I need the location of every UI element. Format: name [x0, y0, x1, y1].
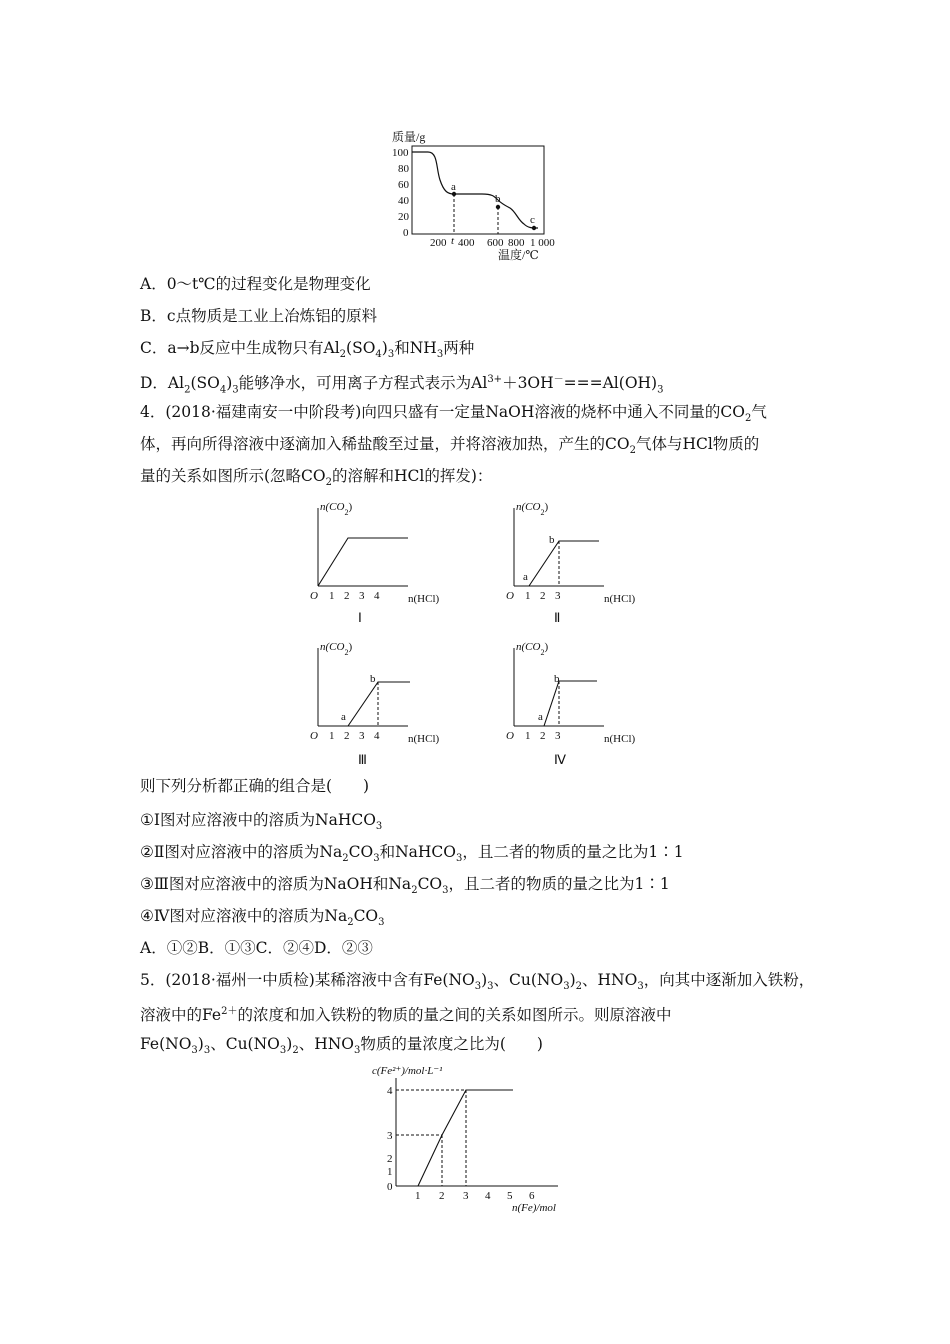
q5-l3-f: 物质的量浓度之比为( ) [360, 1035, 543, 1053]
q4-l1-sub: 2 [744, 413, 752, 425]
graph-iii [300, 638, 460, 748]
q4-l3-pre: 量的关系如图所示(忽略CO [140, 467, 326, 485]
q3d-post: 能够净水，可用离子方程式表示为Al [238, 374, 488, 393]
fig1-xtick-600: 600 [487, 237, 504, 249]
q4-s3-sub1: 2 [411, 885, 418, 897]
q3d-end: ===Al(OH) [563, 374, 658, 393]
g2-ylabel-sub: 2 [540, 507, 545, 517]
fig1-curve [412, 152, 538, 228]
q5-l1-sub3: 3 [563, 981, 570, 993]
q4-line3 [140, 464, 492, 495]
fig5-xtick-3: 3 [463, 1190, 469, 1202]
g3-ylabel-text: n(CO [320, 641, 345, 653]
q4-s2-mid2: 和NaHCO [379, 843, 456, 861]
q5-l3-c: 、Cu(NO [210, 1035, 280, 1053]
g4-label-b: b [554, 673, 560, 685]
q5-l3-e: 、HNO [298, 1035, 354, 1053]
q4-s2-post: ，且二者的物质的量之比为1∶1 [462, 843, 684, 861]
q4-s4-mid: CO [353, 907, 379, 925]
q5-l1-mid: ) [481, 971, 488, 989]
q3c-sub3: 3 [387, 349, 395, 361]
g3-x1: 1 [329, 730, 335, 742]
q3-option-a: A．0～t℃的过程变化是物理变化 [140, 275, 371, 293]
g1-origin: O [310, 590, 318, 602]
g3-x4: 4 [374, 730, 380, 742]
q5-line2 [140, 1000, 671, 1027]
q5-l1-mid2: 、Cu(NO [493, 971, 564, 989]
q5-l3-a: Fe(NO [140, 1035, 192, 1053]
graph-i-label: Ⅰ [358, 610, 362, 625]
g3-x2: 2 [344, 730, 350, 742]
fig5-xtick-4: 4 [485, 1190, 491, 1202]
q5-l3-d: ) [286, 1035, 293, 1053]
fig1-label-c: c [530, 214, 535, 226]
graph-i [300, 498, 460, 608]
q4-l2-pre: 体，再向所得溶液中逐滴加入稀盐酸至过量，并将溶液加热，产生的CO [140, 435, 630, 453]
graph-ii-label: Ⅱ [554, 610, 561, 625]
q4-answers: A．①②B．①③C．②④D．②③ [140, 939, 373, 957]
g2-origin: O [506, 590, 514, 602]
q4-l2-post: 气体与HCl物质的 [635, 435, 760, 453]
fig1-xtick-200: 200 [430, 237, 447, 249]
fig5-ytick-2: 2 [387, 1153, 393, 1165]
q4-s3-pre: ③Ⅲ图对应溶液中的溶质为NaOH和Na [140, 875, 412, 893]
fig5-xtick-5: 5 [507, 1190, 513, 1202]
q4-s1-sub: 3 [375, 821, 383, 833]
g2-ylabel-end: ) [544, 501, 549, 513]
g2-ylabel [516, 501, 548, 517]
fig5-ylabel: c(Fe²⁺)/mol·L⁻¹ [372, 1065, 443, 1077]
q3d-sup2: － [553, 374, 564, 385]
q3c-end: 两种 [443, 339, 475, 357]
g3-x3: 3 [359, 730, 365, 742]
g2-label-a: a [523, 571, 528, 583]
fig1-label-b: b [495, 193, 501, 205]
g3-ylabel-sub: 2 [344, 647, 349, 657]
fig1-label-a: a [451, 181, 456, 193]
q3-option-c [140, 336, 474, 367]
g4-curve [514, 681, 597, 726]
fig5-xtick-6: 6 [529, 1190, 535, 1202]
q4-l3-sub: 2 [325, 477, 332, 489]
q5-l1-sub1: 3 [474, 981, 482, 993]
g2-x2: 2 [540, 590, 546, 602]
fig1-ytick-100: 100 [392, 147, 409, 159]
fig1-xtick-400: 400 [458, 237, 475, 249]
q4-l2-sub: 2 [629, 445, 636, 457]
fig5-ytick-1: 1 [387, 1166, 393, 1178]
q3c-mid: (SO [346, 339, 376, 357]
g4-ylabel [516, 641, 548, 657]
q4-statement-3 [140, 872, 670, 903]
g3-ylabel [320, 641, 352, 657]
g1-x2: 2 [344, 590, 350, 602]
fig1-ytick-0: 0 [403, 227, 409, 239]
q4-l1-post: 气 [751, 403, 767, 421]
g1-curve [318, 538, 408, 586]
fig1-ytick-60: 60 [398, 179, 409, 191]
q5-l1-pre: 5．(2018·福州一中质检)某稀溶液中含有Fe(NO [140, 971, 475, 989]
g1-x3: 3 [359, 590, 365, 602]
q5-l3-sub2: 3 [203, 1045, 211, 1057]
q5-l1-sub4: 2 [575, 981, 583, 993]
fig1-ytick-20: 20 [398, 211, 409, 223]
graph-iii-label: Ⅲ [358, 752, 367, 767]
q4-line1 [140, 400, 767, 431]
q5-l1-sub5: 3 [637, 981, 644, 993]
q5-l3-sub3: 3 [279, 1045, 287, 1057]
q4-s3-sub2: 3 [442, 885, 449, 897]
fig5-xtick-2: 2 [439, 1190, 445, 1202]
fig1-xlabel: 温度/℃ [498, 248, 539, 262]
q4-s4-pre: ④Ⅳ图对应溶液中的溶质为Na [140, 907, 348, 925]
q4-statement-2 [140, 840, 684, 871]
g4-ylabel-text: n(CO [516, 641, 541, 653]
fig1-xtick-t: t [451, 235, 455, 247]
q3d-sup1: 3+ [487, 374, 503, 385]
q4-s3-post: ，且二者的物质的量之比为1∶1 [448, 875, 670, 893]
fig5-ytick-3: 3 [387, 1130, 393, 1142]
q3c-pre: C．a→b反应中生成物只有Al [140, 339, 340, 357]
fig5-ytick-0: 0 [387, 1181, 393, 1193]
fig1-ylabel: 质量/g [392, 130, 426, 144]
g3-ylabel-end: ) [348, 641, 353, 653]
g1-xlabel: n(HCl) [408, 593, 440, 605]
q5-l3-sub1: 3 [191, 1045, 198, 1057]
q4-s2-sub1: 2 [342, 853, 349, 865]
g3-origin: O [310, 730, 318, 742]
graph-iv [496, 638, 656, 748]
q5-l3-sub5: 3 [354, 1045, 361, 1057]
fig1-ytick-40: 40 [398, 195, 409, 207]
fig1-ytick-80: 80 [398, 163, 409, 175]
q3d-mid2: ) [226, 374, 233, 393]
q3c-mid2: ) [381, 339, 388, 357]
g2-x1: 1 [525, 590, 531, 602]
g4-ylabel-sub: 2 [540, 647, 545, 657]
g1-ylabel [320, 501, 352, 517]
q4-statement-4 [140, 904, 385, 935]
g4-origin: O [506, 730, 514, 742]
q4-s4-sub2: 3 [378, 917, 385, 929]
graph-iv-label: Ⅳ [554, 752, 566, 767]
g4-label-a: a [538, 711, 543, 723]
g1-ylabel-text: n(CO [320, 501, 345, 513]
fig1-xtick-1000: 1 000 [530, 237, 555, 249]
g3-label-a: a [341, 711, 346, 723]
q5-line1 [140, 968, 814, 999]
q5-l1-end: ，向其中逐渐加入铁粉， [643, 971, 815, 989]
g1-x4: 4 [374, 590, 380, 602]
q4-statement-1 [140, 808, 382, 839]
q3c-post: 和NH [394, 339, 437, 357]
q4-s4-sub1: 2 [347, 917, 354, 929]
q4-line2 [140, 432, 759, 463]
q5-l1-post: 、HNO [582, 971, 638, 989]
q4-s2-sub2: 3 [373, 853, 380, 865]
g4-ylabel-end: ) [544, 641, 549, 653]
fig1-frame [412, 146, 544, 234]
figure-fe-concentration [360, 1062, 580, 1214]
q5-l1-sub2: 3 [487, 981, 494, 993]
fig5-xtick-1: 1 [415, 1190, 421, 1202]
q3c-sub4: 3 [436, 349, 444, 361]
q3d-mid: (SO [190, 374, 220, 393]
q5-l1-mid3: ) [569, 971, 576, 989]
g4-x1: 1 [525, 730, 531, 742]
q3d-sub4: 3 [657, 384, 664, 396]
q5-l3-sub4: 2 [292, 1045, 299, 1057]
q4-l3-post: 的溶解和HCl的挥发)： [332, 467, 493, 485]
g3-label-b: b [370, 673, 376, 685]
q4-s2-pre: ②Ⅱ图对应溶液中的溶质为Na [140, 843, 343, 861]
g1-x1: 1 [329, 590, 335, 602]
q4-s2-mid: CO [348, 843, 374, 861]
g4-xlabel: n(HCl) [604, 733, 636, 745]
g4-x2: 2 [540, 730, 546, 742]
q4-ask: 则下列分析都正确的组合是( ) [140, 777, 370, 795]
q5-l3-b: ) [197, 1035, 204, 1053]
q3c-sub1: 2 [339, 349, 347, 361]
q3-option-b: B．c点物质是工业上冶炼铝的原料 [140, 307, 378, 325]
g1-ylabel-sub: 2 [344, 507, 349, 517]
q5-l2-pre: 溶液中的Fe [140, 1006, 222, 1025]
q5-l2-post: 的浓度和加入铁粉的物质的量之间的关系如图所示。则原溶液中 [237, 1006, 672, 1025]
q3c-sub2: 4 [375, 349, 382, 361]
figure-mass-temperature [390, 128, 570, 263]
fig5-ytick-4: 4 [387, 1085, 393, 1097]
fig5-xlabel: n(Fe)/mol [512, 1202, 556, 1214]
q5-l2-sup: 2＋ [221, 1006, 238, 1017]
g3-xlabel: n(HCl) [408, 733, 440, 745]
fig1-point-c [532, 226, 536, 230]
g2-x3: 3 [555, 590, 561, 602]
graph-ii [496, 498, 656, 608]
g4-x3: 3 [555, 730, 561, 742]
q4-l1-pre: 4．(2018·福建南安一中阶段考)向四只盛有一定量NaOH溶液的烧杯中通入不同量的CO [140, 403, 745, 421]
q4-s1: ①Ⅰ图对应溶液中的溶质为NaHCO [140, 811, 376, 829]
g2-xlabel: n(HCl) [604, 593, 636, 605]
g3-curve [318, 682, 410, 726]
q3d-sub3: 3 [232, 384, 239, 396]
g1-ylabel-end: ) [348, 501, 353, 513]
g2-ylabel-text: n(CO [516, 501, 541, 513]
q5-line3 [140, 1032, 543, 1063]
q3d-eq: ＋3OH [502, 374, 554, 393]
q3d-pre: D．Al [140, 374, 185, 393]
q3d-sub2: 4 [219, 384, 227, 396]
fig1-xtick-800: 800 [508, 237, 525, 249]
q3-option-d [140, 368, 663, 402]
q4-s3-mid: CO [417, 875, 443, 893]
q4-s2-sub3: 3 [455, 853, 463, 865]
q3d-sub1: 2 [184, 384, 191, 396]
g2-label-b: b [549, 534, 555, 546]
